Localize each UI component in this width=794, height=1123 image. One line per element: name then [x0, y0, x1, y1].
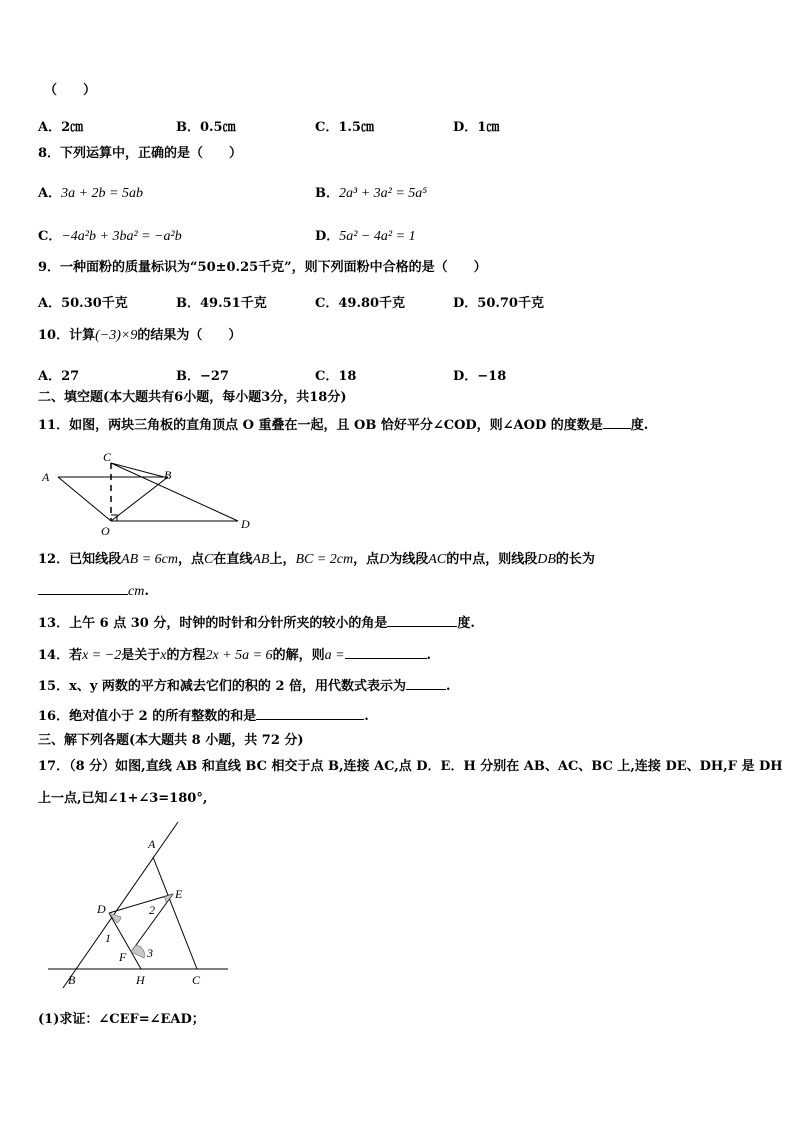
q11-stem-pre: 11．如图，两块三角板的直角顶点 O 重叠在一起，且 OB 恰好平分∠COD，则∠AOD 的度数是 — [38, 418, 603, 433]
q8-option-c — [38, 225, 182, 245]
q12-text-2: ，点 — [177, 552, 204, 567]
q9-option-d: D．50.70千克 — [453, 296, 544, 311]
q11-label-b: B — [164, 468, 172, 482]
q7-option-d: D．1㎝ — [453, 120, 500, 135]
q17-label-b: B — [68, 973, 76, 987]
q14-text-4: 的解，则 — [272, 648, 325, 663]
q17-stem-line-1: 17．（8 分）如图,直线 AB 和直线 BC 相交于点 B,连接 AC,点 D．E．H 分别在 AB、AC、BC 上,连接 DE、DH,F 是 DH — [38, 759, 783, 774]
q16-answer-blank — [256, 707, 364, 720]
q11-stem — [38, 416, 648, 434]
q8-d-expr: 5a² − 4a² = 1 — [339, 229, 416, 244]
q10-stem-post: 的结果为（ ） — [137, 328, 242, 343]
q12-expr-bc: BC = 2cm — [295, 552, 354, 567]
q15-stem — [38, 677, 451, 695]
q8-a-label: A． — [38, 186, 62, 201]
q12-text-1: 12．已知线段 — [38, 552, 122, 567]
q8-d-label: D． — [315, 229, 340, 244]
q17-sub-question-1: (1)求证：∠CEF=∠EAD； — [38, 1012, 205, 1027]
q12-expr-ac: AC — [428, 552, 447, 567]
q7-bracket: （ ） — [44, 83, 97, 98]
q10-option-b: B．−27 — [176, 369, 229, 384]
q17-label-e: E — [175, 887, 183, 901]
q8-b-label: B． — [315, 186, 339, 201]
q10-stem-expr: (−3)×9 — [95, 328, 138, 343]
q13-text: 13．上午 6 点 30 分，时钟的时针和分针所夹的较小的角是 — [38, 616, 388, 631]
q12-answer-blank — [38, 582, 128, 595]
q14-text-1: 14．若 — [38, 648, 83, 663]
q14-expr-equation: 2x + 5a = 6 — [205, 648, 273, 663]
q17-figure — [38, 818, 238, 993]
q8-option-b — [315, 182, 427, 202]
q10-option-c: C．18 — [315, 369, 357, 384]
q11-answer-blank — [603, 416, 631, 429]
q15-end: . — [446, 679, 451, 694]
q14-stem — [38, 646, 431, 664]
q12-text-4: 上， — [269, 552, 296, 567]
q11-label-c: C — [103, 450, 112, 464]
q9-stem: 9．一种面粉的质量标识为“50±0.25千克”，则下列面粉中合格的是（ ） — [38, 260, 487, 275]
q8-a-expr: 3a + 2b = 5ab — [61, 186, 143, 201]
q10-option-a: A．27 — [38, 369, 80, 384]
q14-expr-a: a = — [324, 648, 345, 663]
q17-label-a: A — [148, 837, 156, 851]
q11-label-d: D — [241, 517, 250, 531]
q9-option-a: A．50.30千克 — [38, 296, 128, 311]
q8-stem: 8．下列运算中，正确的是（ ） — [38, 146, 243, 161]
q11-stem-post: 度. — [630, 418, 649, 433]
q17-label-c: C — [192, 973, 201, 987]
q8-b-expr: 2a³ + 3a² = 5a⁵ — [339, 186, 428, 201]
q17-label-d: D — [97, 902, 106, 916]
q14-answer-blank — [345, 646, 427, 659]
q8-option-a — [38, 182, 143, 202]
q12-text-6: 为线段 — [389, 552, 429, 567]
q17-angle-3: 3 — [147, 946, 153, 960]
q8-c-expr: −4a²b + 3ba² = −a²b — [61, 229, 182, 244]
q16-end: . — [364, 709, 369, 724]
q14-end: . — [426, 648, 432, 663]
q8-c-label: C． — [38, 229, 62, 244]
q10-stem-pre: 10．计算 — [38, 328, 96, 343]
q15-text: 15．x、y 两数的平方和减去它们的积的 2 倍，用代数式表示为 — [38, 679, 407, 694]
section-3-heading: 三、解下列各题(本大题共 8 小题，共 72 分) — [38, 733, 304, 748]
q12-expr-db: DB — [537, 552, 556, 567]
q8-option-d — [315, 225, 416, 245]
q15-answer-blank — [406, 677, 446, 690]
section-2-heading: 二、填空题(本大题共有6小题，每小题3分，共18分) — [38, 390, 347, 405]
q9-option-c: C．49.80千克 — [315, 296, 406, 311]
q14-expr-var: x — [160, 648, 167, 663]
q12-answer-line — [38, 582, 149, 600]
q16-stem — [38, 707, 369, 725]
q14-expr-x: x = −2 — [82, 648, 122, 663]
q7-option-b: B．0.5㎝ — [176, 120, 236, 135]
q11-label-o: O — [101, 524, 110, 538]
q12-unit: cm — [128, 584, 145, 599]
q13-answer-blank — [387, 614, 457, 627]
q10-stem — [38, 328, 241, 344]
q7-option-a: A．2㎝ — [38, 120, 84, 135]
q12-text-8: 的长为 — [555, 552, 595, 567]
q17-angle-2: 2 — [149, 903, 155, 917]
q12-expr-c: C — [203, 552, 214, 567]
q12-stem — [38, 552, 595, 568]
q12-expr-d: D — [379, 552, 390, 567]
q10-option-d: D．−18 — [453, 369, 507, 384]
q11-label-a: A — [42, 470, 50, 484]
q17-label-f: F — [119, 950, 127, 964]
q14-text-2: 是关于 — [121, 648, 161, 663]
q16-text: 16．绝对值小于 2 的所有整数的和是 — [38, 709, 257, 724]
q17-stem-line-2: 上一点,已知∠1+∠3=180°, — [38, 791, 208, 806]
q12-text-3: 在直线 — [213, 552, 253, 567]
q12-expr-line-ab: AB — [252, 552, 270, 567]
q13-end: 度. — [457, 616, 475, 631]
q17-label-h: H — [136, 973, 145, 987]
q12-text-5: ，点 — [353, 552, 380, 567]
q12-end: . — [144, 584, 149, 599]
q17-angle-1: 1 — [105, 931, 111, 945]
q11-figure — [38, 446, 263, 538]
q12-text-7: 的中点，则线段 — [446, 552, 538, 567]
q13-stem — [38, 614, 475, 632]
q12-expr-ab: AB = 6cm — [121, 552, 178, 567]
q7-option-c: C．1.5㎝ — [315, 120, 374, 135]
q14-text-3: 的方程 — [166, 648, 206, 663]
q9-option-b: B．49.51千克 — [176, 296, 267, 311]
